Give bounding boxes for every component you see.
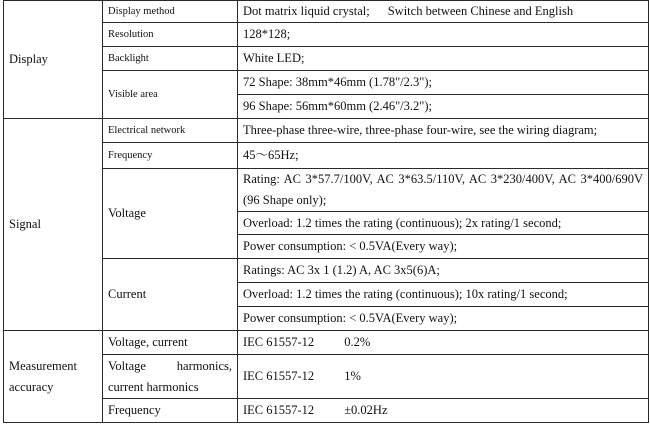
value-current-overload: Overload: 1.2 times the rating (continuous); 10x rating/1 second; [238,283,649,307]
label-backlight: Backlight [103,47,238,71]
label-harmonics: Voltage harmonics, current harmonics [103,355,238,399]
accuracy-harmonics: 1% [344,369,361,383]
label-resolution: Resolution [103,23,238,47]
value-current-power: Power consumption: < 0.5VA(Every way); [238,307,649,331]
category-display: Display [4,1,103,119]
table-row [4,1,649,23]
table-row [4,119,649,143]
label-visible-area: Visible area [103,71,238,119]
standard-frequency: IEC 61557-12 [243,403,315,417]
spec-table [3,0,649,423]
value-visible-area-72: 72 Shape: 38mm*46mm (1.78"/2.3"); [238,71,649,95]
label-display-method: Display method [103,1,238,23]
label-voltage-current: Voltage, current [103,331,238,355]
value-voltage-power: Power consumption: < 0.5VA(Every way); [238,235,649,259]
value-harmonics [238,355,649,399]
value-frequency: 45～65Hz; [238,143,649,169]
label-accuracy-frequency: Frequency [103,399,238,423]
value-voltage-overload: Overload: 1.2 times the rating (continuous); 2x rating/1 second; [238,212,649,235]
value-resolution: 128*128; [238,23,649,47]
value-display-method-2: Switch between Chinese and English [387,4,574,18]
accuracy-voltage-current: 0.2% [344,335,371,349]
label-electrical-network: Electrical network [103,119,238,143]
value-backlight: White LED; [238,47,649,71]
value-electrical-network: Three-phase three-wire, three-phase four-wire, see the wiring diagram; [238,119,649,143]
value-display-method [238,1,649,23]
standard-harmonics: IEC 61557-12 [243,369,315,383]
label-voltage: Voltage [103,169,238,259]
value-visible-area-96: 96 Shape: 56mm*60mm (2.46"/3.2"); [238,95,649,119]
value-display-method-1: Dot matrix liquid crystal; [243,4,370,18]
value-voltage-current [238,331,649,355]
table-row [4,331,649,355]
standard-voltage-current: IEC 61557-12 [243,335,315,349]
value-current-rating: Ratings: AC 3x 1 (1.2) A, AC 3x5(6)A; [238,259,649,283]
value-voltage-rating: Rating: AC 3*57.7/100V, AC 3*63.5/110V, AC 3*230/400V, AC 3*400/690V (96 Shape only); [238,169,649,212]
category-measurement-accuracy: Measurement accuracy [4,331,103,423]
accuracy-frequency: ±0.02Hz [344,403,388,417]
label-frequency: Frequency [103,143,238,169]
label-current: Current [103,259,238,331]
value-accuracy-frequency [238,399,649,423]
category-signal: Signal [4,119,103,331]
